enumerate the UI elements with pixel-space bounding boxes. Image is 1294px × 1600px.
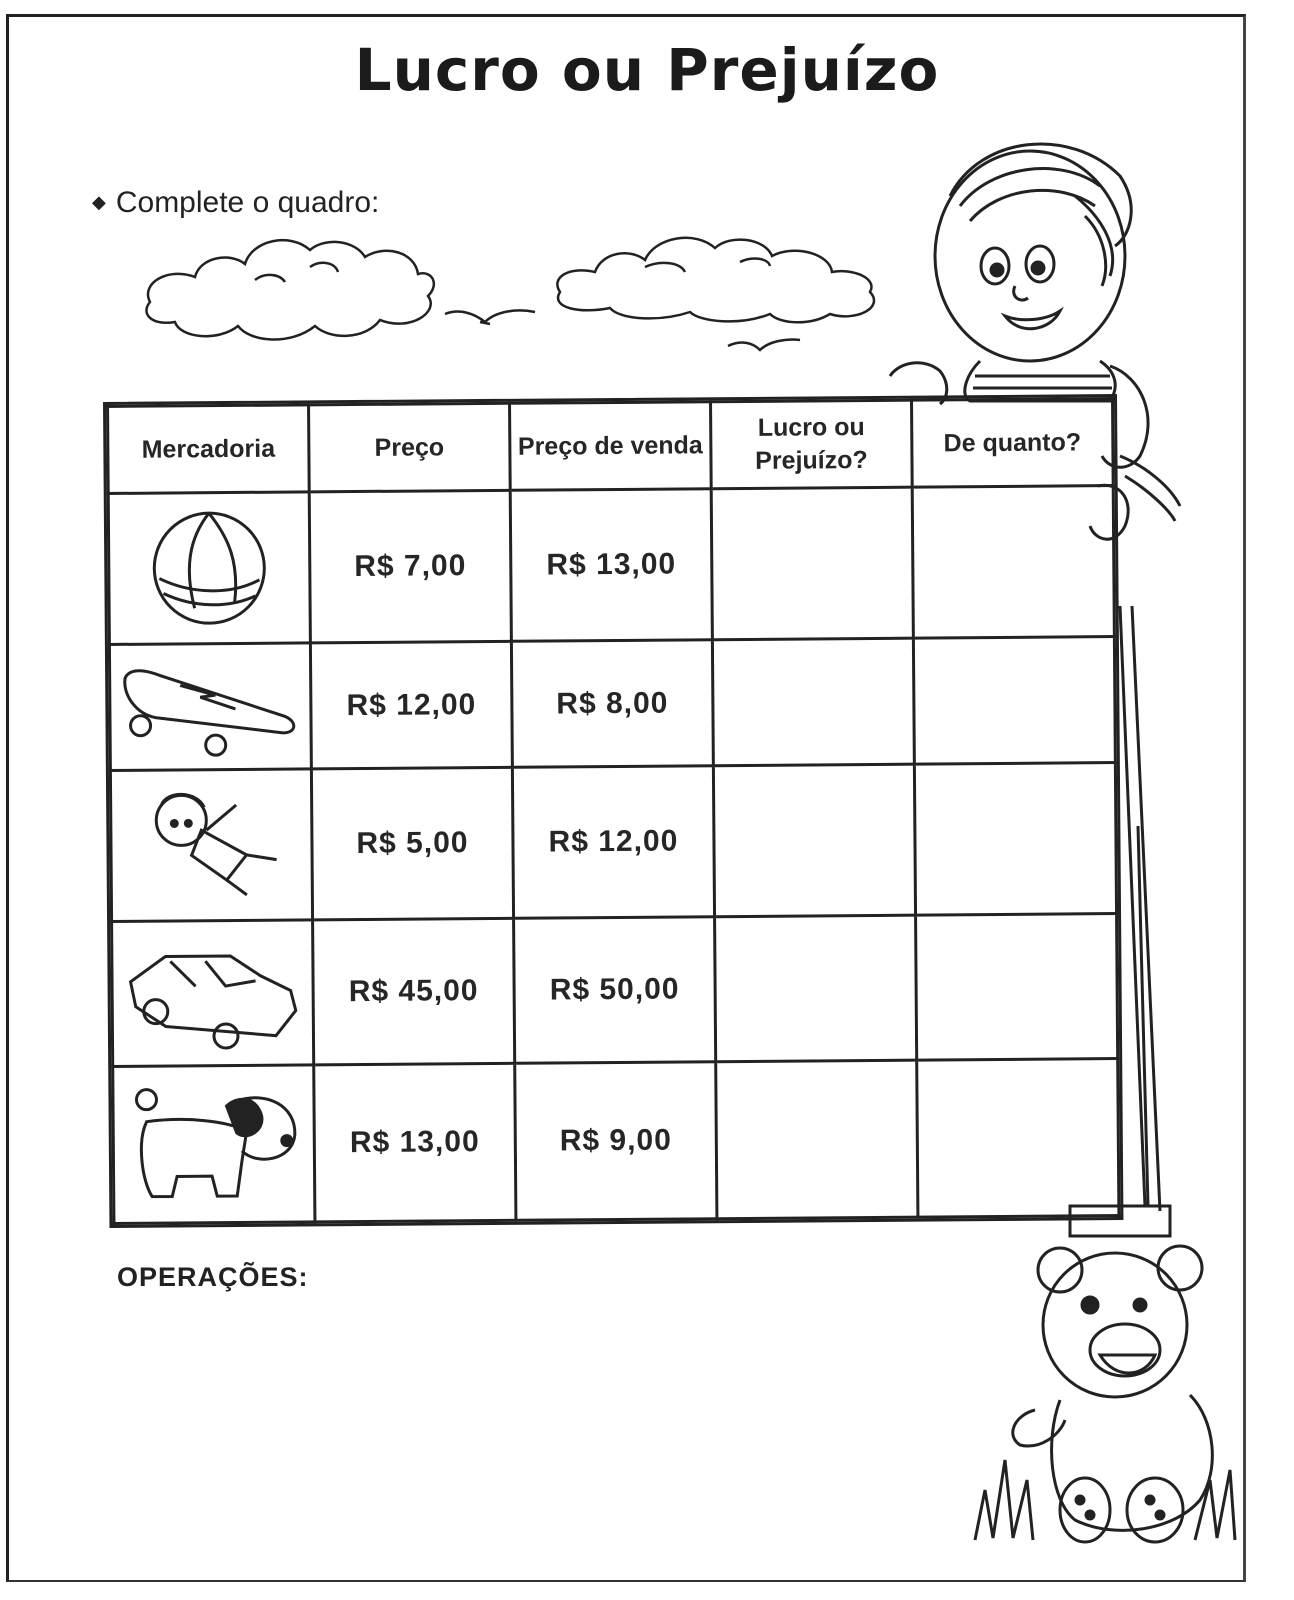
doll-icon: [136, 785, 287, 906]
de-quanto-answer-cell[interactable]: [914, 763, 1116, 915]
cloud-icon: [557, 238, 874, 322]
de-quanto-answer-cell[interactable]: [917, 1058, 1119, 1217]
table-row: [113, 1058, 1119, 1223]
ball-icon: [149, 508, 270, 629]
clouds-illustration: [140, 222, 900, 362]
header-de-quanto: De quanto?: [912, 399, 1114, 488]
item-cell: [109, 643, 311, 771]
bird-icon: [728, 339, 800, 350]
table-row: [112, 914, 1118, 1067]
header-preco-venda: Preço de venda: [510, 402, 712, 491]
plush-dog-icon: [126, 1081, 302, 1207]
cloud-icon: [146, 240, 433, 339]
preco-venda-cell: R$ 50,00: [514, 917, 716, 1063]
diamond-bullet-icon: ◆: [92, 192, 106, 212]
preco-venda-cell: R$ 12,00: [512, 766, 714, 918]
de-quanto-answer-cell[interactable]: [912, 486, 1114, 638]
item-cell: [110, 769, 312, 921]
lucro-prejuizo-answer-cell[interactable]: [713, 764, 915, 916]
preco-cell: R$ 45,00: [313, 918, 515, 1064]
table-row: [108, 486, 1114, 645]
table-header-row: [108, 399, 1114, 494]
lucro-prejuizo-answer-cell[interactable]: [712, 638, 914, 766]
instruction-label: Complete o quadro:: [115, 186, 380, 219]
header-mercadoria: Mercadoria: [108, 405, 310, 494]
preco-venda-cell: R$ 9,00: [515, 1062, 717, 1221]
page-title: Lucro ou Prejuízo: [354, 36, 940, 104]
preco-cell: R$ 5,00: [311, 768, 513, 920]
skateboard-icon: [120, 656, 301, 757]
table-row: [109, 636, 1115, 770]
item-cell: [108, 492, 310, 644]
teddy-bear-illustration: [965, 1220, 1250, 1550]
item-cell: [112, 920, 314, 1066]
de-quanto-answer-cell[interactable]: [916, 914, 1118, 1060]
operations-label: OPERAÇÕES:: [117, 1262, 309, 1292]
header-preco: Preço: [309, 403, 511, 492]
bird-icon: [445, 310, 535, 324]
preco-venda-cell: R$ 13,00: [510, 489, 712, 641]
lucro-prejuizo-answer-cell[interactable]: [716, 1060, 918, 1219]
preco-venda-cell: R$ 8,00: [511, 640, 713, 768]
table-row: [110, 763, 1116, 922]
preco-cell: R$ 13,00: [314, 1063, 516, 1222]
toy-car-icon: [125, 935, 301, 1051]
preco-cell: R$ 12,00: [310, 641, 512, 769]
item-cell: [113, 1065, 315, 1224]
lucro-prejuizo-answer-cell[interactable]: [711, 487, 913, 639]
instruction-text: [92, 186, 379, 220]
de-quanto-answer-cell[interactable]: [913, 636, 1115, 764]
price-table: [103, 394, 1123, 1228]
header-lucro-prejuizo: Lucro ou Prejuízo?: [711, 400, 913, 489]
lucro-prejuizo-answer-cell[interactable]: [715, 915, 917, 1061]
price-table-body: [106, 397, 1120, 1225]
preco-cell: R$ 7,00: [309, 490, 511, 642]
